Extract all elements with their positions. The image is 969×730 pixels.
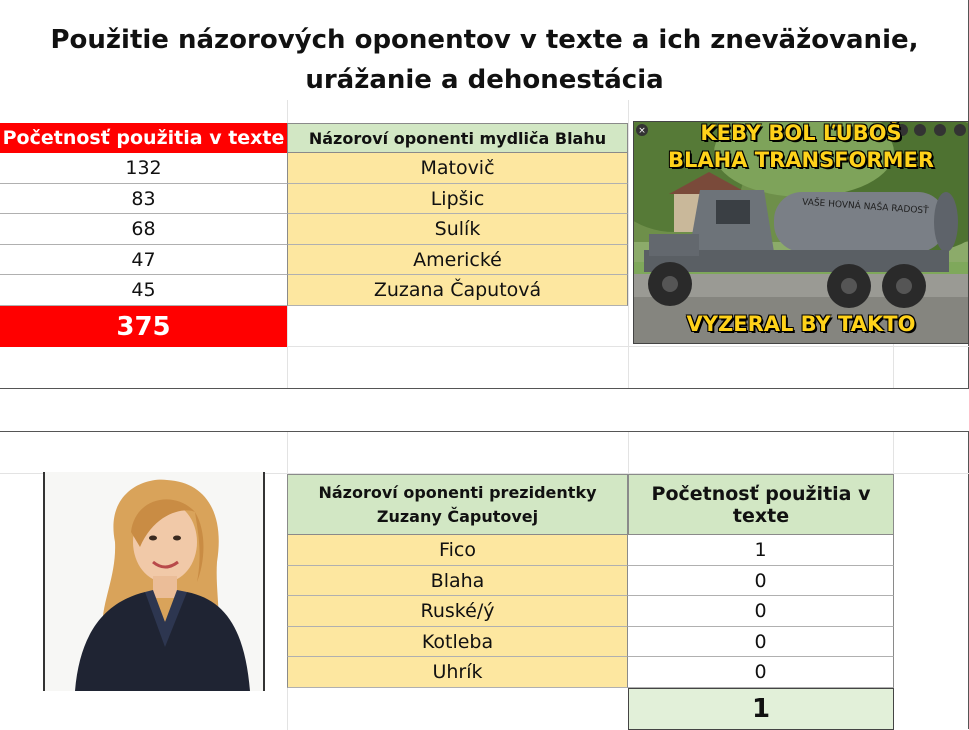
total-count-cell: 1	[628, 688, 894, 730]
opponent-cell: Uhrík	[287, 657, 628, 688]
opponent-cell: Americké	[287, 245, 628, 275]
count-cell: 0	[628, 566, 894, 596]
truck-meme-image	[633, 121, 969, 344]
count-column-header: Početnosť použitia v texte	[0, 123, 287, 153]
total-count-cell: 375	[0, 306, 287, 347]
count-cell: 68	[0, 214, 287, 245]
count-cell: 83	[0, 184, 287, 214]
opponent-cell: Kotleba	[287, 627, 628, 657]
count-cell: 47	[0, 245, 287, 275]
meme-bottom-text: VYZERAL BY TAKTO	[686, 312, 916, 336]
gridline	[628, 100, 629, 388]
count-cell: 0	[628, 596, 894, 627]
opponent-cell: Zuzana Čaputová	[287, 275, 628, 306]
meme-top-text-line2: BLAHA TRANSFORMER	[667, 148, 934, 172]
count-cell: 0	[628, 627, 894, 657]
president-opponents-header: Názoroví oponenti prezidentky Zuzany Čaputovej	[287, 474, 628, 535]
opponent-cell: Fico	[287, 535, 628, 566]
president-portrait-image	[43, 472, 265, 691]
portrait-illustration	[45, 472, 263, 691]
count-column-header: Početnosť použitia v texte	[628, 474, 894, 535]
opponent-cell: Blaha	[287, 566, 628, 596]
meme-top-text: KEBY BOL ĽUBOŠ	[700, 121, 902, 145]
opponent-cell: Lipšic	[287, 184, 628, 214]
count-cell: 45	[0, 275, 287, 306]
count-cell: 1	[628, 535, 894, 566]
count-cell: 132	[0, 153, 287, 184]
svg-text:×: ×	[638, 126, 646, 136]
opponents-column-header: Názoroví oponenti mydliča Blahu	[287, 123, 628, 153]
count-cell: 0	[628, 657, 894, 688]
opponent-cell: Matovič	[287, 153, 628, 184]
gridline	[893, 340, 894, 388]
gridline	[287, 346, 969, 347]
opponent-cell: Sulík	[287, 214, 628, 245]
page-title: Použitie názorových oponentov v texte a ich zneväžovanie, urážanie a dehonestácia	[50, 25, 919, 95]
opponent-cell: Ruské/ý	[287, 596, 628, 627]
tank-label: VAŠE HOVNÁ NAŠA RADOSŤ	[801, 197, 929, 217]
